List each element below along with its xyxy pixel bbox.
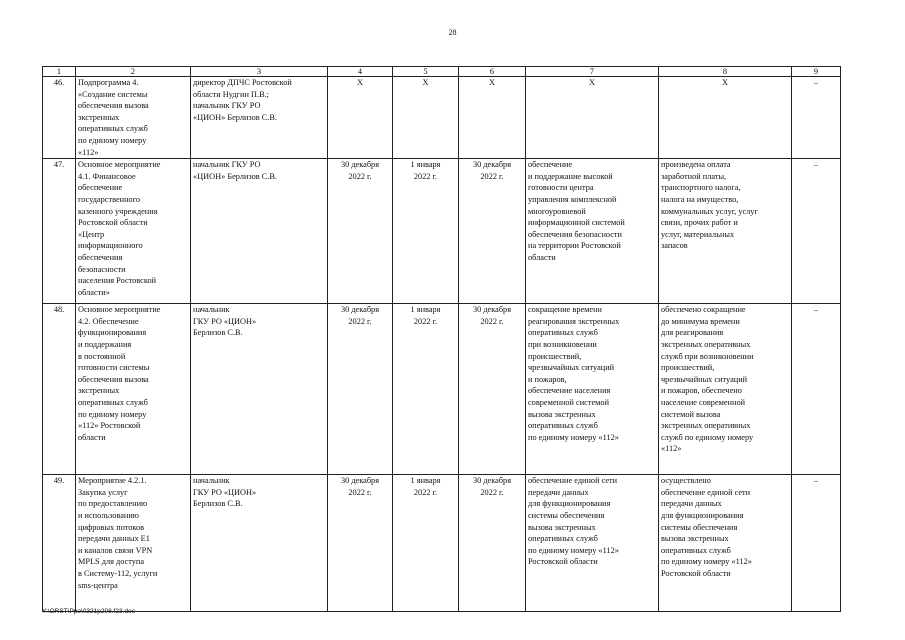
cell-line: обеспечения: [78, 252, 123, 262]
cell-line: реагирования экстренных: [528, 316, 620, 326]
cell-line: системы обеспечения: [661, 522, 738, 532]
cell-line: 30 декабря: [340, 476, 380, 486]
planned-result: [526, 304, 659, 475]
cell-line: «112»: [78, 147, 99, 157]
cell-line: области: [78, 432, 106, 442]
cell-line: готовности системы: [78, 363, 150, 373]
cell-line: 1 января: [410, 305, 441, 315]
cell-line: области Нудгин П.В.;: [193, 89, 269, 99]
cell-line: по единому номеру: [78, 409, 147, 419]
cell-line: 2022 г.: [413, 171, 438, 181]
cell-line: происшествий,: [528, 351, 582, 361]
cell-line: сокращение времени: [528, 305, 602, 315]
row-number: [43, 159, 76, 304]
actual-start-date: [393, 475, 459, 612]
planned-result: [526, 77, 659, 159]
column-header: 9: [792, 67, 841, 77]
cell-line: произведена оплата: [661, 160, 731, 170]
actual-end-date: [459, 475, 526, 612]
cell-line: 47.: [53, 160, 65, 170]
cell-line: для реагирования: [661, 328, 724, 338]
cell-line: «Создание системы: [78, 89, 148, 99]
cell-line: «ЦИОН» Берлизов С.В.: [193, 112, 277, 122]
cell-line: 2022 г.: [480, 171, 504, 181]
cell-line: экстренных оперативных: [661, 339, 751, 349]
cell-line: служб при возникновении: [661, 351, 754, 361]
cell-line: ГКУ РО «ЦИОН»: [193, 316, 257, 326]
cell-line: до минимума времени: [661, 316, 740, 326]
cell-line: государственного: [78, 194, 141, 204]
column-header: 8: [659, 67, 792, 77]
measures-table: [42, 66, 841, 612]
reason-note: [792, 475, 841, 612]
cell-line: чрезвычайных ситуаций: [528, 363, 615, 373]
cell-line: и каналов связи VPN: [78, 545, 153, 555]
actual-end-date: [459, 77, 526, 159]
cell-line: Мероприятие 4.2.1.: [78, 476, 147, 486]
cell-line: Основное мероприятие: [78, 160, 161, 170]
cell-line: Берлизов С.В.: [193, 328, 243, 338]
cell-line: 1 января: [410, 476, 441, 486]
cell-line: чрезвычайных ситуаций: [661, 374, 748, 384]
table-row: [43, 475, 841, 612]
cell-line: X: [589, 78, 595, 87]
cell-line: оперативных служб: [78, 124, 148, 134]
column-header: 6: [459, 67, 526, 77]
cell-line: области»: [78, 287, 110, 297]
responsible: [191, 304, 328, 475]
cell-line: 30 декабря: [472, 476, 512, 486]
cell-line: Основное мероприятие: [78, 305, 161, 315]
planned-result: [526, 475, 659, 612]
header-row: [43, 67, 841, 77]
cell-line: 48.: [53, 305, 65, 315]
cell-line: налога на имущество,: [661, 194, 739, 204]
cell-line: –: [813, 78, 819, 87]
cell-line: 49.: [53, 476, 65, 486]
cell-line: обеспечение единой сети: [528, 476, 618, 486]
actual-end-date: [459, 159, 526, 304]
cell-line: связи, прочих работ и: [661, 218, 738, 228]
cell-line: вызова экстренных: [661, 534, 729, 544]
cell-line: оперативных служб: [78, 397, 148, 407]
cell-line: управления комплексной: [528, 194, 617, 204]
cell-line: X: [422, 78, 429, 87]
cell-line: казенного учреждения: [78, 206, 158, 216]
cell-line: на территории Ростовской: [528, 241, 621, 251]
cell-line: вызова экстренных: [528, 522, 596, 532]
measure-name: [76, 475, 191, 612]
column-header: 3: [191, 67, 328, 77]
cell-line: оперативных служб: [528, 534, 598, 544]
cell-line: оперативных служб: [528, 421, 598, 431]
cell-line: директор ДПЧС Ростовской: [193, 78, 292, 87]
cell-line: системы обеспечения: [528, 510, 605, 520]
cell-line: услуг, материальных: [661, 229, 735, 239]
cell-line: 1 января: [410, 160, 441, 170]
cell-line: обеспечения вызова: [78, 374, 149, 384]
cell-line: 2022 г.: [480, 316, 504, 326]
cell-line: системой вызова: [661, 409, 721, 419]
cell-line: по единому номеру «112»: [661, 557, 752, 567]
cell-line: обеспечение: [528, 160, 573, 170]
responsible: [191, 77, 328, 159]
cell-line: 2022 г.: [348, 171, 372, 181]
cell-line: начальник: [193, 305, 230, 315]
cell-line: начальник ГКУ РО: [193, 160, 261, 170]
cell-line: 2022 г.: [480, 487, 504, 497]
cell-line: 2022 г.: [348, 316, 372, 326]
cell-line: населения Ростовской: [78, 276, 157, 286]
cell-line: транспортного налога,: [661, 183, 741, 193]
column-header: 7: [526, 67, 659, 77]
cell-line: X: [489, 78, 495, 87]
column-header: 1: [43, 67, 76, 77]
responsible: [191, 159, 328, 304]
cell-line: функционирования: [78, 328, 147, 338]
cell-line: обеспечено сокращение: [661, 305, 746, 315]
cell-line: sms-центра: [78, 580, 118, 590]
cell-line: и поддержание высокой: [528, 171, 613, 181]
cell-line: начальник ГКУ РО: [193, 101, 261, 111]
cell-line: 4.1. Финансовое: [78, 171, 136, 181]
plan-end-date: [328, 77, 393, 159]
actual-result: [659, 159, 792, 304]
cell-line: MPLS для доступа: [78, 557, 145, 567]
actual-end-date: [459, 304, 526, 475]
cell-line: готовности центра: [528, 183, 594, 193]
measure-name: [76, 159, 191, 304]
cell-line: ГКУ РО «ЦИОН»: [193, 487, 257, 497]
cell-line: Берлизов С.В.: [193, 499, 243, 509]
table-row: [43, 159, 841, 304]
cell-line: по единому номеру: [78, 135, 147, 145]
actual-result: [659, 304, 792, 475]
row-number: [43, 304, 76, 475]
measure-name: [76, 77, 191, 159]
cell-line: «112» Ростовской: [78, 421, 141, 431]
cell-line: информационного: [78, 241, 143, 251]
cell-line: осуществлено: [661, 476, 711, 486]
cell-line: вызова экстренных: [528, 409, 596, 419]
cell-line: коммунальных услуг, услуг: [661, 206, 758, 216]
table-row: [43, 304, 841, 475]
cell-line: и пожаров,: [528, 374, 567, 384]
cell-line: и использованию: [78, 510, 139, 520]
actual-start-date: [393, 304, 459, 475]
cell-line: начальник: [193, 476, 230, 486]
actual-start-date: [393, 77, 459, 159]
plan-end-date: [328, 475, 393, 612]
cell-line: и пожаров, обеспечено: [661, 386, 742, 396]
cell-line: 2022 г.: [348, 487, 372, 497]
cell-line: по единому номеру «112»: [528, 545, 619, 555]
cell-line: при возникновении: [528, 339, 597, 349]
cell-line: заработной платы,: [661, 171, 727, 181]
cell-line: многоуровневой: [528, 206, 586, 216]
cell-line: обеспечения безопасности: [528, 229, 622, 239]
cell-line: Ростовской области: [528, 557, 598, 567]
cell-line: 46.: [53, 78, 65, 87]
cell-line: запасов: [661, 241, 688, 251]
actual-start-date: [393, 159, 459, 304]
cell-line: передачи данных: [528, 487, 589, 497]
planned-result: [526, 159, 659, 304]
cell-line: Закупка услуг: [78, 487, 128, 497]
cell-line: 2022 г.: [413, 487, 438, 497]
cell-line: передачи данных Е1: [78, 534, 150, 544]
cell-line: цифровых потоков: [78, 522, 145, 532]
cell-line: для функционирования: [528, 499, 611, 509]
cell-line: современной системой: [528, 397, 610, 407]
cell-line: 30 декабря: [340, 160, 380, 170]
cell-line: экстренных: [78, 386, 120, 396]
cell-line: экстренных: [78, 112, 120, 122]
cell-line: безопасности: [78, 264, 126, 274]
cell-line: 30 декабря: [340, 305, 380, 315]
cell-line: 30 декабря: [472, 305, 512, 315]
cell-line: обеспечение населения: [528, 386, 611, 396]
cell-line: и поддержания: [78, 339, 132, 349]
cell-line: X: [722, 78, 728, 87]
responsible: [191, 475, 328, 612]
measure-name: [76, 304, 191, 475]
table-row: [43, 77, 841, 159]
reason-note: [792, 77, 841, 159]
cell-line: обеспечения вызова: [78, 101, 149, 111]
cell-line: Ростовской области: [661, 568, 731, 578]
cell-line: передачи данных: [661, 499, 722, 509]
cell-line: Подпрограмма 4.: [78, 78, 139, 87]
row-number: [43, 475, 76, 612]
actual-result: [659, 475, 792, 612]
cell-line: экстренных оперативных: [661, 421, 751, 431]
cell-line: области: [528, 252, 556, 262]
cell-line: «Центр: [78, 229, 105, 239]
cell-line: оперативных служб: [528, 328, 598, 338]
cell-line: оперативных служб: [661, 545, 731, 555]
cell-line: 30 декабря: [472, 160, 512, 170]
cell-line: «112»: [661, 444, 682, 454]
actual-result: [659, 77, 792, 159]
cell-line: по предоставлению: [78, 499, 148, 509]
cell-line: для функционирования: [661, 510, 744, 520]
cell-line: в постоянной: [78, 351, 126, 361]
cell-line: в Систему-112, услуги: [78, 568, 158, 578]
plan-end-date: [328, 159, 393, 304]
reason-note: [792, 159, 841, 304]
cell-line: 2022 г.: [413, 316, 438, 326]
cell-line: обеспечение единой сети: [661, 487, 751, 497]
row-number: [43, 77, 76, 159]
cell-line: X: [357, 78, 363, 87]
reason-note: [792, 304, 841, 475]
plan-end-date: [328, 304, 393, 475]
column-header: 2: [76, 67, 191, 77]
cell-line: –: [813, 476, 819, 486]
cell-line: население современной: [661, 397, 746, 407]
cell-line: Ростовской области: [78, 218, 148, 228]
cell-line: служб по единому номеру: [661, 432, 754, 442]
cell-line: 4.2. Обеспечение: [78, 316, 139, 326]
file-path-footer: Y:\ORST\Ppo\0321p208.f23.doc: [42, 608, 135, 615]
page-number: 28: [448, 28, 457, 37]
cell-line: происшествий,: [661, 363, 715, 373]
cell-line: –: [813, 305, 819, 315]
column-header: 5: [393, 67, 459, 77]
cell-line: информационной системой: [528, 218, 625, 228]
cell-line: –: [813, 160, 819, 170]
cell-line: обеспечение: [78, 183, 123, 193]
cell-line: по единому номеру «112»: [528, 432, 619, 442]
column-header: 4: [328, 67, 393, 77]
cell-line: «ЦИОН» Берлизов С.В.: [193, 171, 277, 181]
